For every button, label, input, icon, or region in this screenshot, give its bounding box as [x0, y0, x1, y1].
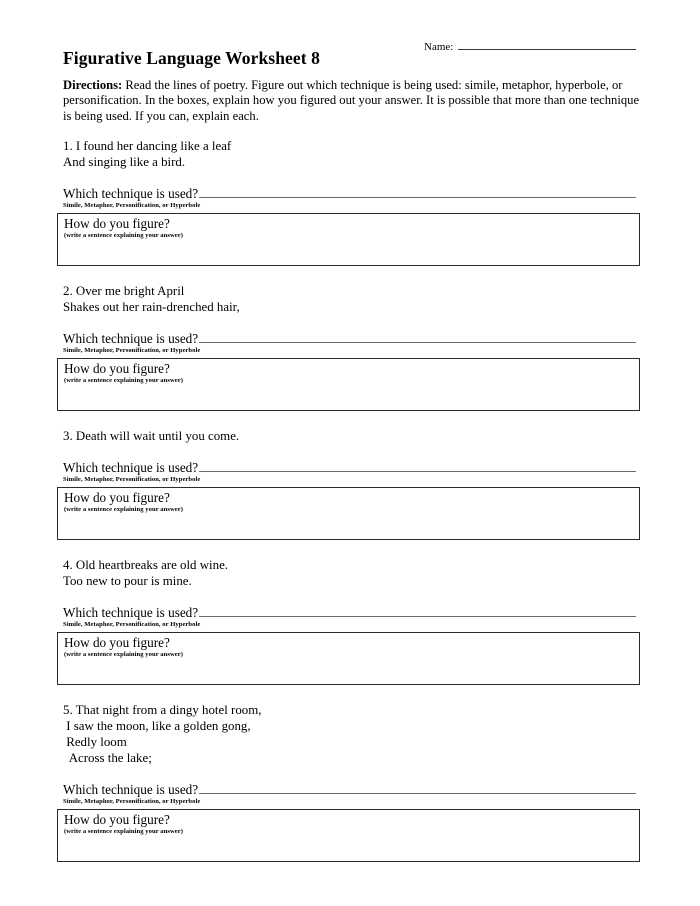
explanation-prompt: How do you figure?	[64, 216, 170, 231]
technique-answer-row	[63, 603, 636, 621]
poem-line: 4. Old heartbreaks are old wine.	[63, 558, 229, 572]
question-block	[57, 702, 640, 862]
explanation-prompt: How do you figure?	[64, 635, 170, 650]
explanation-box[interactable]	[57, 487, 640, 540]
poem-line: Redly loom	[63, 735, 127, 749]
technique-answer-row	[63, 458, 636, 476]
technique-options-hint: Simile, Metaphor, Personification, or Hyperbole	[63, 476, 201, 483]
poem-text	[63, 428, 640, 444]
technique-answer-line[interactable]	[199, 458, 636, 472]
technique-options-hint: Simile, Metaphor, Personification, or Hyperbole	[63, 202, 201, 209]
question-block	[57, 283, 640, 411]
poem-line: And singing like a bird.	[63, 155, 186, 169]
technique-question-label: Which technique is used?	[63, 186, 199, 201]
technique-options-hint: Simile, Metaphor, Personification, or Hyperbole	[63, 798, 201, 805]
technique-answer-row	[63, 184, 636, 202]
explanation-prompt: How do you figure?	[64, 361, 170, 376]
technique-answer-line[interactable]	[199, 329, 636, 343]
explanation-prompt: How do you figure?	[64, 812, 170, 827]
question-block	[57, 138, 640, 266]
page-title: Figurative Language Worksheet 8	[63, 48, 321, 68]
technique-question-label: Which technique is used?	[63, 605, 199, 620]
poem-line: 5. That night from a dingy hotel room,	[63, 703, 262, 717]
explanation-box[interactable]	[57, 632, 640, 685]
poem-text	[63, 557, 640, 589]
poem-line: 3. Death will wait until you come.	[63, 429, 240, 443]
technique-answer-line[interactable]	[199, 780, 636, 794]
question-block	[57, 428, 640, 540]
poem-line: Too new to pour is mine.	[63, 574, 192, 588]
technique-answer-row	[63, 329, 636, 347]
question-block	[57, 557, 640, 685]
explanation-box[interactable]	[57, 358, 640, 411]
poem-line: 2. Over me bright April	[63, 284, 185, 298]
directions-paragraph	[63, 78, 640, 124]
poem-line: Shakes out her rain-drenched hair,	[63, 300, 240, 314]
technique-answer-row	[63, 780, 636, 798]
explanation-prompt: How do you figure?	[64, 490, 170, 505]
explanation-box[interactable]	[57, 809, 640, 862]
explanation-hint: (write a sentence explaining your answer)	[64, 651, 183, 658]
explanation-hint: (write a sentence explaining your answer)	[64, 828, 183, 835]
poem-line: I saw the moon, like a golden gong,	[63, 719, 251, 733]
poem-text	[63, 283, 640, 315]
technique-answer-line[interactable]	[199, 603, 636, 617]
poem-text	[63, 702, 640, 766]
worksheet-header	[57, 48, 640, 124]
directions-label: Directions:	[63, 78, 123, 92]
poem-line: 1. I found her dancing like a leaf	[63, 139, 232, 153]
explanation-hint: (write a sentence explaining your answer)	[64, 232, 183, 239]
poem-line: Across the lake;	[63, 751, 152, 765]
technique-question-label: Which technique is used?	[63, 782, 199, 797]
technique-options-hint: Simile, Metaphor, Personification, or Hyperbole	[63, 621, 201, 628]
poem-text	[63, 138, 640, 170]
technique-answer-line[interactable]	[199, 184, 636, 198]
technique-question-label: Which technique is used?	[63, 331, 199, 346]
explanation-box[interactable]	[57, 213, 640, 266]
name-label: Name:	[424, 41, 454, 53]
explanation-hint: (write a sentence explaining your answer)	[64, 506, 183, 513]
technique-question-label: Which technique is used?	[63, 460, 199, 475]
explanation-hint: (write a sentence explaining your answer)	[64, 377, 183, 384]
directions-text: Read the lines of poetry. Figure out which technique is being used: simile, metaphor, hyperbole, or personification. In the boxes, explain how you figured out your answer. It is possible that more than one technique is being used. If you can, explain each.	[63, 78, 640, 123]
technique-options-hint: Simile, Metaphor, Personification, or Hyperbole	[63, 347, 201, 354]
question-list	[57, 138, 640, 879]
